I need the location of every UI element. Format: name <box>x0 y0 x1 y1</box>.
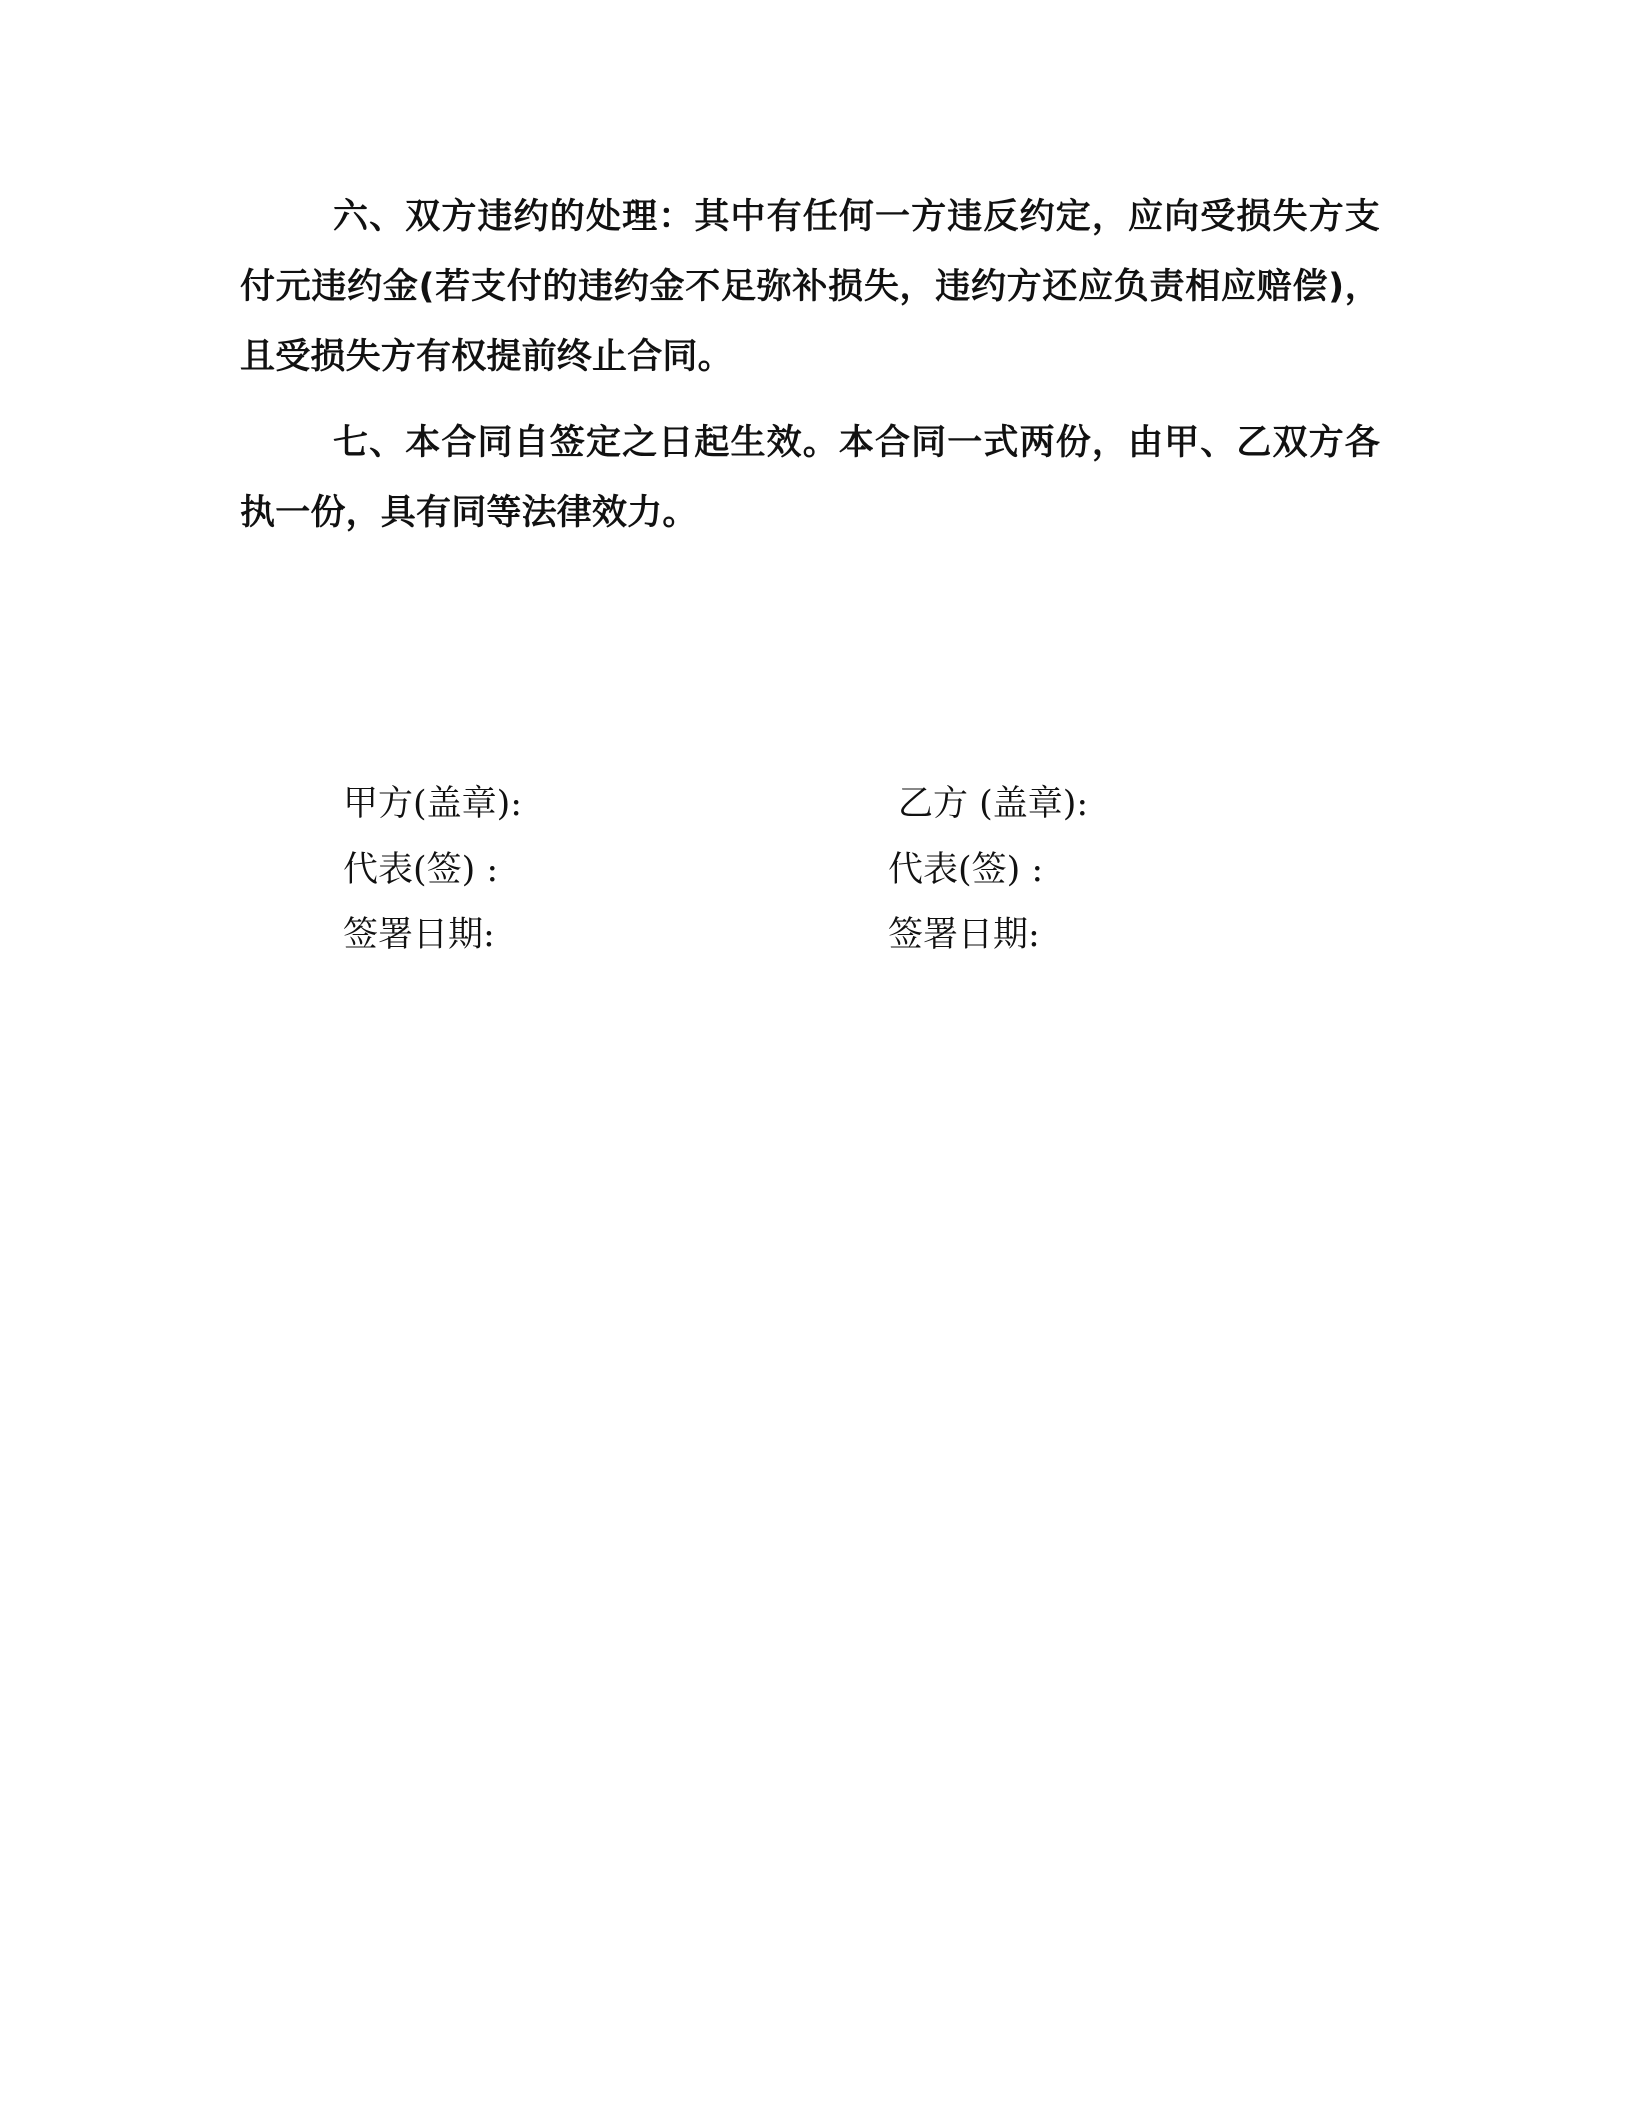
party-a-date-label: 签署日期: <box>343 915 495 955</box>
party-a-representative-label: 代表(签) : <box>343 850 499 890</box>
party-b-seal-label: 乙方 (盖章): <box>898 784 1089 824</box>
party-a-seal-label: 甲方(盖章): <box>343 784 523 824</box>
clause-6-breach-of-contract: 六、双方违约的处理：其中有任何一方违反约定，应向受损失方支付元违约金(若支付的违约金不足弥补损失，违约方还应负责相应赔偿)，且受损失方有权提前终止合同。 <box>240 197 1380 377</box>
clause-7-effectiveness: 七、本合同自签定之日起生效。本合同一式两份，由甲、乙双方各执一份，具有同等法律效力。 <box>240 423 1380 533</box>
party-b-representative-label: 代表(签) : <box>888 850 1044 890</box>
party-b-date-label: 签署日期: <box>888 915 1040 955</box>
